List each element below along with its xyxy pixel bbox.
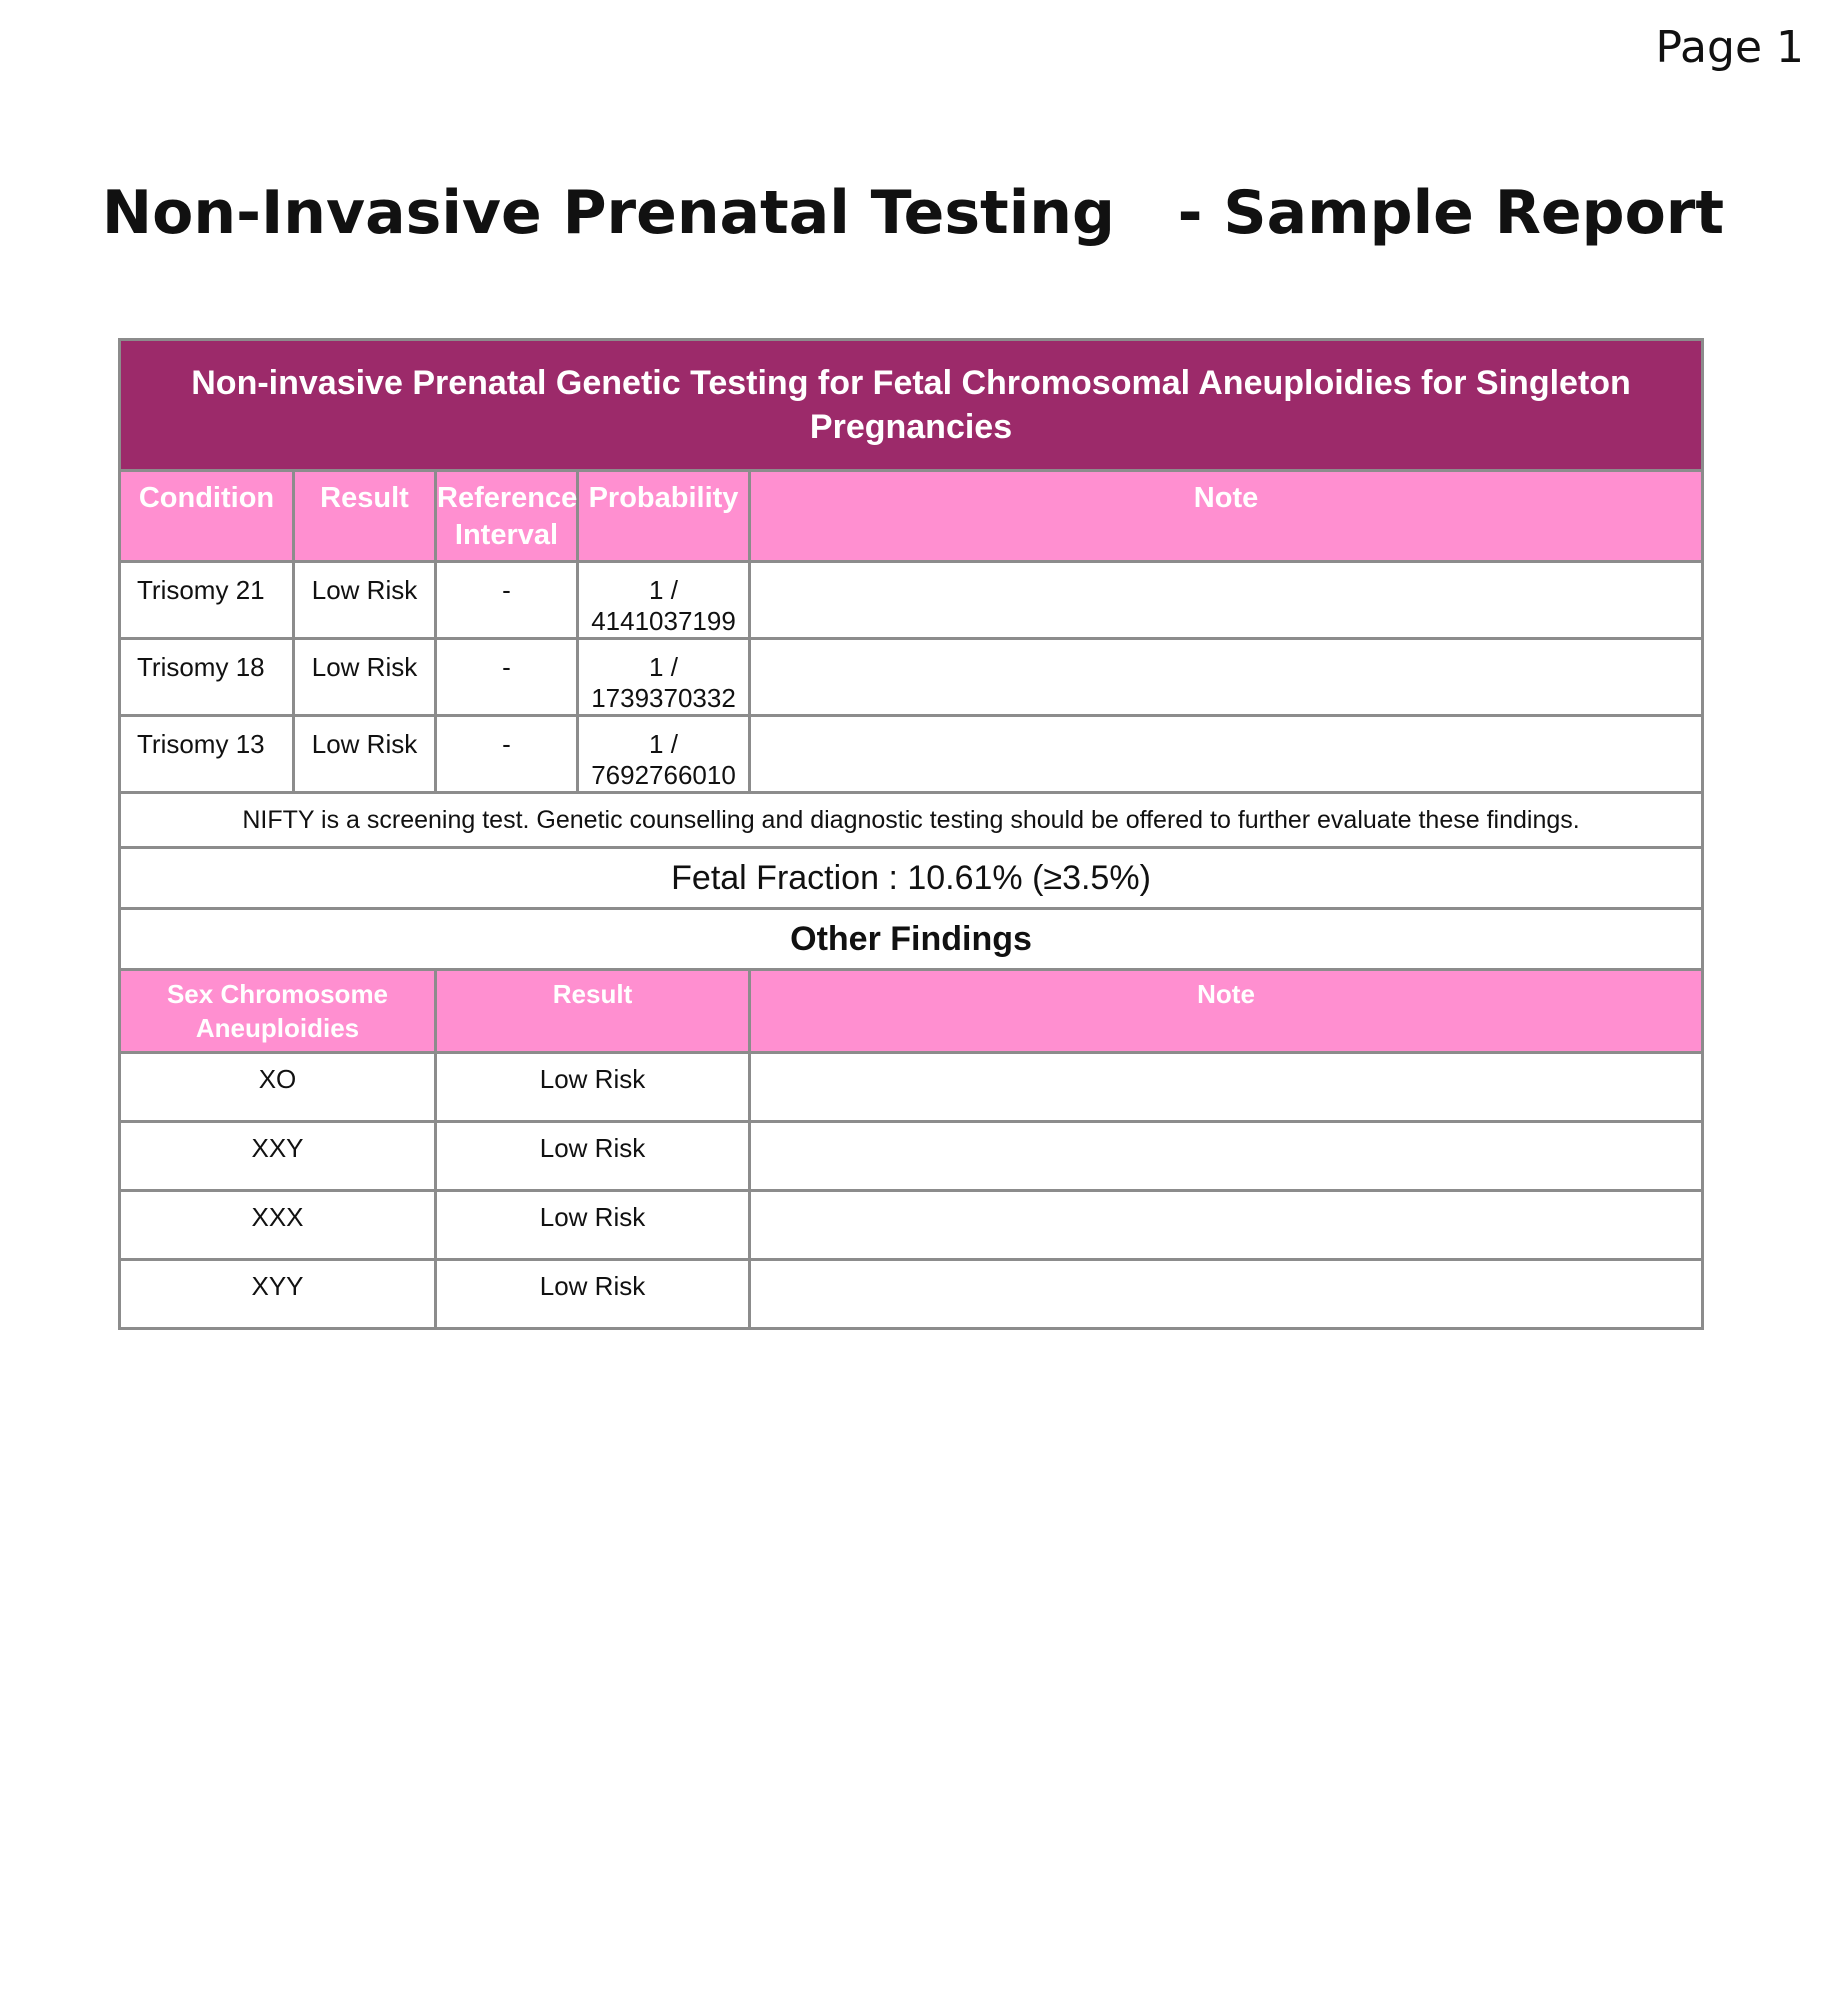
note-cell	[750, 1122, 1703, 1191]
result-cell: Low Risk	[436, 1053, 750, 1122]
sex-chromosome-cell: XYY	[120, 1260, 436, 1329]
header-sex-chromosome-aneuploidies: Sex Chromosome Aneuploidies	[120, 970, 436, 1053]
header-result: Result	[294, 471, 436, 562]
header-sub-result: Result	[436, 970, 750, 1053]
note-cell	[750, 1260, 1703, 1329]
sex-chromosome-cell: XO	[120, 1053, 436, 1122]
page-number: Page 1	[1655, 22, 1804, 73]
table-row	[120, 1122, 1703, 1191]
note-cell	[750, 716, 1703, 793]
table-row	[120, 639, 1703, 716]
result-cell: Low Risk	[436, 1122, 750, 1191]
header-note: Note	[750, 471, 1703, 562]
reference-cell: -	[436, 562, 578, 639]
other-findings-title: Other Findings	[120, 909, 1703, 970]
probability-cell: 1 / 1739370332	[578, 639, 750, 716]
result-cell: Low Risk	[294, 562, 436, 639]
condition-cell: Trisomy 18	[120, 639, 294, 716]
sex-chromosome-cell: XXX	[120, 1191, 436, 1260]
header-reference-interval: Reference Interval	[436, 471, 578, 562]
result-cell: Low Risk	[294, 716, 436, 793]
fetal-fraction: Fetal Fraction : 10.61% (≥3.5%)	[120, 848, 1703, 909]
report-table	[118, 338, 1704, 1330]
header-sub-note: Note	[750, 970, 1703, 1053]
table-row	[120, 1053, 1703, 1122]
condition-cell: Trisomy 13	[120, 716, 294, 793]
reference-cell: -	[436, 639, 578, 716]
table-row	[120, 1191, 1703, 1260]
table-row	[120, 716, 1703, 793]
header-condition: Condition	[120, 471, 294, 562]
screening-notice: NIFTY is a screening test. Genetic counselling and diagnostic testing should be offered to further evaluate these findings.	[120, 793, 1703, 848]
sub-header-row	[120, 970, 1703, 1053]
result-cell: Low Risk	[436, 1260, 750, 1329]
report-banner: Non-invasive Prenatal Genetic Testing for Fetal Chromosomal Aneuploidies for Singleton Pregnancies	[120, 340, 1703, 471]
result-cell: Low Risk	[294, 639, 436, 716]
note-cell	[750, 1053, 1703, 1122]
sex-chromosome-cell: XXY	[120, 1122, 436, 1191]
table-row	[120, 562, 1703, 639]
probability-cell: 1 / 7692766010	[578, 716, 750, 793]
reference-cell: -	[436, 716, 578, 793]
main-header-row	[120, 471, 1703, 562]
probability-cell: 1 / 4141037199	[578, 562, 750, 639]
header-probability: Probability	[578, 471, 750, 562]
document-title: Non-Invasive Prenatal Testing - Sample Report	[101, 178, 1725, 248]
result-cell: Low Risk	[436, 1191, 750, 1260]
note-cell	[750, 562, 1703, 639]
condition-cell: Trisomy 21	[120, 562, 294, 639]
note-cell	[750, 1191, 1703, 1260]
note-cell	[750, 639, 1703, 716]
table-row	[120, 1260, 1703, 1329]
